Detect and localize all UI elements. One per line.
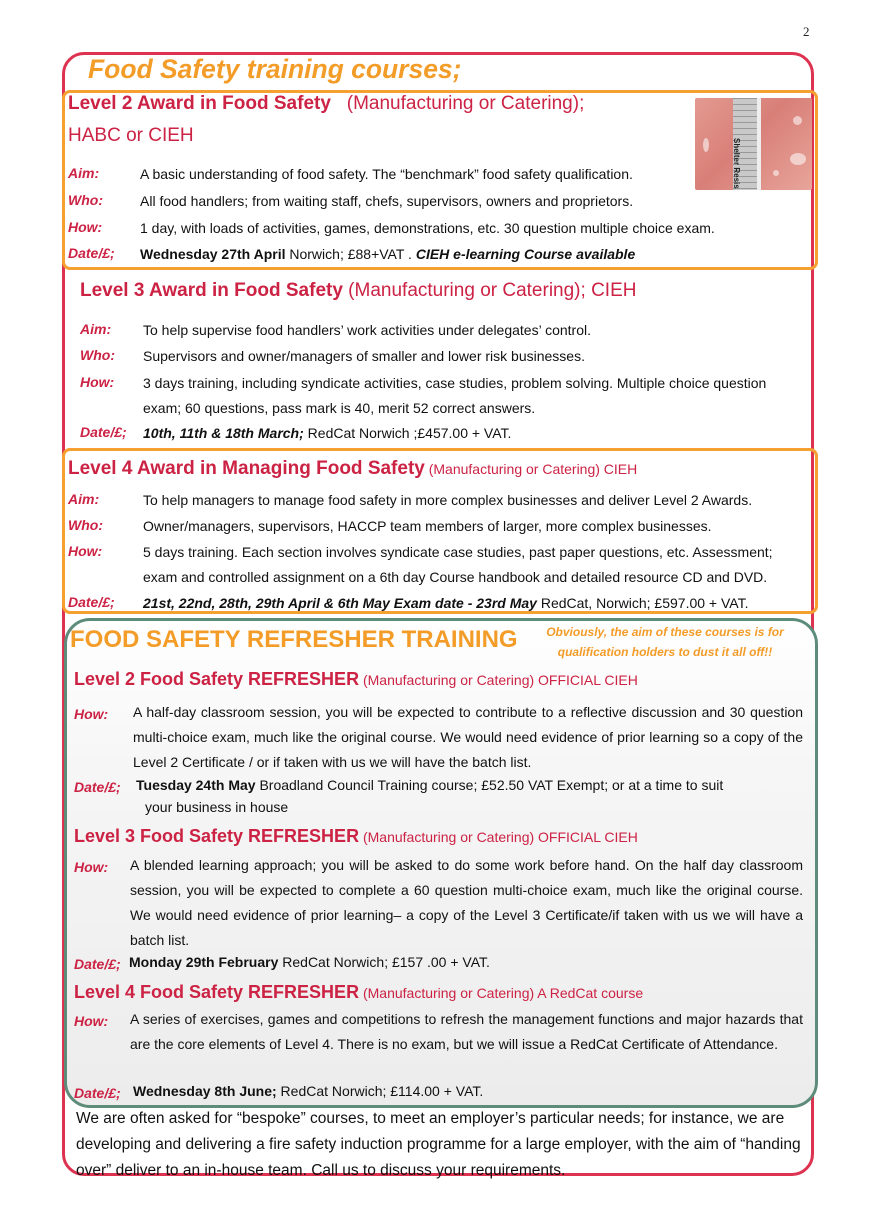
level4-heading-title: Level 4 Award in Managing Food Safety <box>68 458 425 479</box>
level2-how-label: How: <box>68 219 103 235</box>
level4-date-label: Date/£; <box>68 594 115 610</box>
refresher-l4-date <box>133 1079 483 1104</box>
level2-how: 1 day, with loads of activities, games, demonstrations, etc. 30 question multiple choice exam. <box>140 220 715 236</box>
level4-heading <box>68 458 637 480</box>
level3-heading-title: Level 3 Award in Food Safety <box>80 280 343 301</box>
level3-date-days: 10th, 11th & 18th March; <box>143 425 304 441</box>
refresher-l2-date-label: Date/£; <box>74 779 121 795</box>
level2-date-label: Date/£; <box>68 245 115 261</box>
bespoke-courses-paragraph: We are often asked for “bespoke” courses, to meet an employer’s particular needs; for instance, we are developing and delivering a fire safety induction programme for a large employer, with the aim of “handing over” deliver to an in-house team. Call us to discuss your requirements. <box>76 1110 801 1179</box>
level4-date-days: 21st, 22nd, 28th, 29th April & 6th May Exam date - 23rd May <box>143 595 537 611</box>
level4-who: Owner/managers, supervisors, HACCP team members of larger, more complex businesses. <box>143 518 712 534</box>
level2-who: All food handlers; from waiting staff, chefs, supervisors, owners and proprietors. <box>140 193 634 209</box>
page-number: 2 <box>803 24 810 39</box>
droplet <box>793 116 802 125</box>
level2-date <box>140 242 635 267</box>
level3-heading <box>80 280 636 302</box>
refresher-l4-how-label: How: <box>74 1013 109 1029</box>
level3-date-label: Date/£; <box>80 424 127 440</box>
level2-elearning: CIEH e-learning Course available <box>415 246 636 262</box>
ruler-edge <box>757 98 761 190</box>
ruler-photo <box>695 98 812 190</box>
refresher-l4-title: Level 4 Food Safety REFRESHER <box>74 982 360 1002</box>
level4-how: 5 days training. Each section involves syndicate case studies, past paper questions, etc. Assessment; exam and controlled assignment on a 6th day Course handbook and detailed resource CD and DVD. <box>143 544 773 585</box>
level3-heading-sub: (Manufacturing or Catering); CIEH <box>342 280 637 301</box>
refresher-l4-how: A series of exercises, games and competitions to refresh the management functions and major hazards that are the core elements of Level 4. There is no exam, but we will issue a RedCat Certificate of Attendance. <box>130 1011 803 1052</box>
level2-who-label: Who: <box>68 192 103 208</box>
refresher-l3-date <box>129 950 490 975</box>
level2-date-day: Wednesday 27th April <box>140 246 286 262</box>
droplet <box>790 153 806 165</box>
refresher-l3-date-price: RedCat Norwich; £157 .00 + VAT. <box>278 954 490 970</box>
refresher-l2-date-day: Tuesday 24th May <box>136 777 256 793</box>
level4-date-price: RedCat, Norwich; £597.00 + VAT. <box>536 595 749 611</box>
level2-date-price: Norwich; £88+VAT . <box>285 246 416 262</box>
level4-aim-label: Aim: <box>68 491 100 507</box>
level3-aim-label: Aim: <box>80 321 112 337</box>
level2-aim-label: Aim: <box>68 165 100 181</box>
refresher-l3-how: A blended learning approach; you will be asked to do some work before hand. On the half day classroom session, you will be expected to complete a 60 question multi-choice exam, much like the original course. We would need evidence of prior learning– a copy of the Level 3 Certificate/if taken with us we will have a batch list. <box>130 857 803 948</box>
level4-who-label: Who: <box>68 517 103 533</box>
level4-aim: To help managers to manage food safety in more complex businesses and deliver Level 2 Awards. <box>143 492 753 508</box>
refresher-l3-sub: (Manufacturing or Catering) OFFICIAL CIEH <box>359 829 638 845</box>
level2-heading <box>68 93 584 115</box>
level4-date <box>143 591 748 616</box>
refresher-l3-date-label: Date/£; <box>74 956 121 972</box>
photo-label: Shelter Resis <box>732 138 741 189</box>
droplet <box>773 170 779 176</box>
level3-aim: To help supervise food handlers’ work activities under delegates’ control. <box>143 322 591 338</box>
refresher-title: FOOD SAFETY REFRESHER TRAINING <box>70 626 518 653</box>
level4-how-label: How: <box>68 543 103 559</box>
refresher-l4-date-day: Wednesday 8th June; <box>133 1083 277 1099</box>
refresher-l2-date-line2: your business in house <box>145 799 289 815</box>
level3-how-label: How: <box>80 374 115 390</box>
level2-heading-title: Level 2 Award in Food Safety <box>68 93 331 114</box>
level3-who-label: Who: <box>80 347 115 363</box>
refresher-l2-sub: (Manufacturing or Catering) OFFICIAL CIEH <box>359 672 638 688</box>
level3-who: Supervisors and owner/managers of smaller and lower risk businesses. <box>143 348 585 364</box>
page-title: Food Safety training courses; <box>88 54 462 84</box>
refresher-l3-title: Level 3 Food Safety REFRESHER <box>74 826 360 846</box>
level3-date <box>143 421 511 446</box>
refresher-l4-heading <box>74 982 643 1003</box>
level2-heading-sub: (Manufacturing or Catering); <box>346 93 585 114</box>
refresher-l4-sub: (Manufacturing or Catering) A RedCat course <box>359 985 644 1001</box>
level2-heading-line2: HABC or CIEH <box>68 125 194 146</box>
refresher-l2-how-label: How: <box>74 706 109 722</box>
refresher-note: Obviously, the aim of these courses is for qualification holders to dust it all off!! <box>546 625 784 659</box>
refresher-l3-date-day: Monday 29th February <box>129 954 279 970</box>
level3-how: 3 days training, including syndicate activities, case studies, problem solving. Multiple choice question exam; 60 questions, pass mark is 40, merit 52 correct answers. <box>143 375 767 416</box>
refresher-l3-how-label: How: <box>74 859 109 875</box>
refresher-l2-how: A half-day classroom session, you will be expected to contribute to a reflective discussion and 30 question multi-choice exam, much like the original course. We would need evidence of prior learning so a copy of the Level 2 Certificate / or if taken with us we will have the batch list. <box>133 704 803 770</box>
level4-heading-sub: (Manufacturing or Catering) CIEH <box>424 461 638 477</box>
refresher-l2-title: Level 2 Food Safety REFRESHER <box>74 669 360 689</box>
refresher-l4-date-price: RedCat Norwich; £114.00 + VAT. <box>276 1083 484 1099</box>
droplet <box>703 138 709 152</box>
refresher-l3-heading <box>74 826 638 847</box>
level3-date-price: RedCat Norwich ;£457.00 + VAT. <box>303 425 512 441</box>
refresher-l2-heading <box>74 669 638 690</box>
level2-aim: A basic understanding of food safety. The “benchmark” food safety qualification. <box>140 166 633 182</box>
refresher-l2-date-price: Broadland Council Training course; £52.50 VAT Exempt; or at a time to suit <box>255 777 724 793</box>
refresher-l4-date-label: Date/£; <box>74 1085 121 1101</box>
